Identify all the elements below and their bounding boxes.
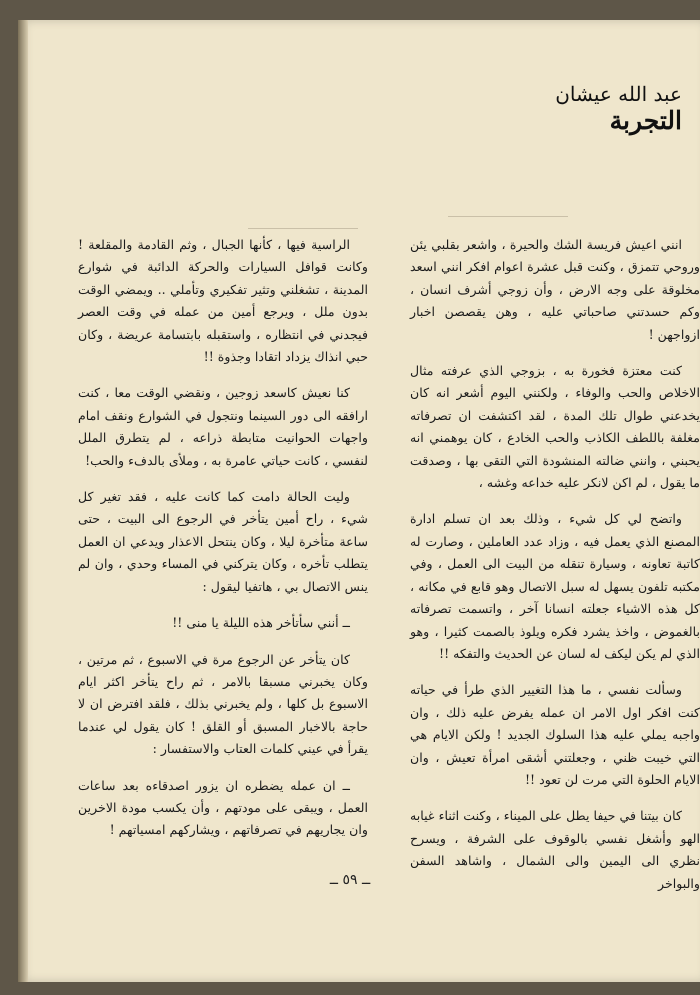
dialogue-line: ــ أنني سأتأخر هذه الليلة يا منى !! xyxy=(172,615,350,631)
paragraph: وسألت نفسي ، ما هذا التغيير الذي طرأ في حياته كنت افكر اول الامر ان عمله يفرض عليه ذلك ، وان واجبه يملي عليه هذا السلوك الجديد ! ولكن الايام هي التي خيبت ظني ، وجعلتني أشقى امرأة تعيش ، وان الايام الحلوة التي مرت لن تعود !! xyxy=(410,682,700,787)
paragraph: كان يتأخر عن الرجوع مرة في الاسبوع ، ثم مرتين ، وكان يخبرني مسبقا بالامر ، ثم راح يتأخر اكثر ايام الاسبوع بل كلها ، ولم يخبرني بذلك ، فلقد افترض ان لا حاجة بالاخبار المسبق أو القلق ! كان يقول لي عندما يقرأ في عيني كلمات العتاب والاستفسار : xyxy=(78,651,368,757)
magazine-page xyxy=(18,20,700,982)
page-binding xyxy=(18,20,28,982)
dialogue-line: ــ ان عمله يضطره ان يزور اصدقاءه بعد ساعات العمل ، ويبقى على مودتهم ، وأن يكسب مودة الاخرين وان يجاريهم في تصرفاتهم ، ويشاركهم امسياتهم ! xyxy=(78,777,368,838)
faint-mark xyxy=(248,228,358,229)
paragraph: واتضح لي كل شيء ، وذلك بعد ان تسلم ادارة المصنع الذي يعمل فيه ، وزاد عدد العاملين ، وصارت له كاتبة تعاونه ، وسيارة تنقله من البيت الى العمل ، وفي مكتبه تلفون يسهل له سبل الاتصال وهو قابع في مكانه ، كل هذه الاشياء جعلته انسانا آخر ، واتسمت تصرفاته بالغموض ، واخذ يشرد فكره ويلوذ بالصمت كثيرا ، وهو الذي لم يكن ليكف له لسان عن الحديث والتفكه !! xyxy=(410,511,700,661)
paragraph: كنا نعيش كاسعد زوجين ، ونقضي الوقت معا ، كنت ارافقه الى دور السينما ونتجول في الشوارع ونقف امام واجهات الحوانيت متابطة ذراعه ، لم يتطرق الملل لنفسي ، كانت حياتي عامرة به ، وملأى بالدفء والحب! xyxy=(78,385,368,468)
author-name: عبد الله عيشان xyxy=(555,82,682,106)
page-number: ــ ٥٩ ــ xyxy=(329,872,371,888)
right-column xyxy=(410,234,700,909)
faint-mark xyxy=(448,216,568,217)
paragraph: الراسية فيها ، كأنها الجبال ، وثم القادمة والمقلعة ! وكانت قوافل السيارات والحركة الدائبة في شوارع المدينة ، تشغلني وتثير تفكيري وتأملي .. ويمضي الوقت بدون ملل ، ويرجع أمين من عمله في وقت العصر فيجدني في انتظاره ، واستقبله بابتسامة عريضة ، وكان حبي انذاك يزداد اتقادا وجذوة !! xyxy=(78,237,368,365)
article-title: التجربة xyxy=(609,106,682,135)
paragraph: كنت معتزة فخورة به ، بزوجي الذي عرفته مثال الاخلاص والحب والوفاء ، ولكنني اليوم أشعر انه كان يخدعني طوال تلك المدة ، لقد اكتشفت ان تصرفاته مغلفة باللطف الكاذب والحب الخادع ، كان يوهمني انه يحبني ، وانني ضالته المنشودة التي التقى بها ، وصدقت ما يقول ، لم اكن لانكر عليه خداعه وغشه ، xyxy=(410,363,700,491)
paragraph: وليت الحالة دامت كما كانت عليه ، فقد تغير كل شيء ، راح أمين يتأخر في الرجوع الى البيت ، حتى ساعة متأخرة ليلا ، وكان ينتحل الاعذار ويدعي ان العمل يتطلب تأخره ، وكان يتركني في المساء وحدي ، وان لم ينس الاتصال بي ، هاتفيا ليقول : xyxy=(78,489,368,594)
article-header xyxy=(432,82,682,136)
paragraph: كان بيتنا في حيفا يطل على الميناء ، وكنت اثناء غيابه الهو وأشغل نفسي بالوقوف على الشرفة ، ويسرح نظري الى اليمين والى الشمال ، واشاهد السفن والبواخر xyxy=(410,808,700,891)
paragraph: انني اعيش فريسة الشك والحيرة ، واشعر بقلبي يئن وروحي تتمزق ، وكنت قبل عشرة اعوام افكر انني اسعد مخلوقة على وجه الارض ، وأن زوجي أشرف انسان ، وكم حسدتني صاحباتي عليه ، وهن يقصصن اخبار ازواجهن ! xyxy=(410,237,700,342)
left-column xyxy=(78,234,368,856)
